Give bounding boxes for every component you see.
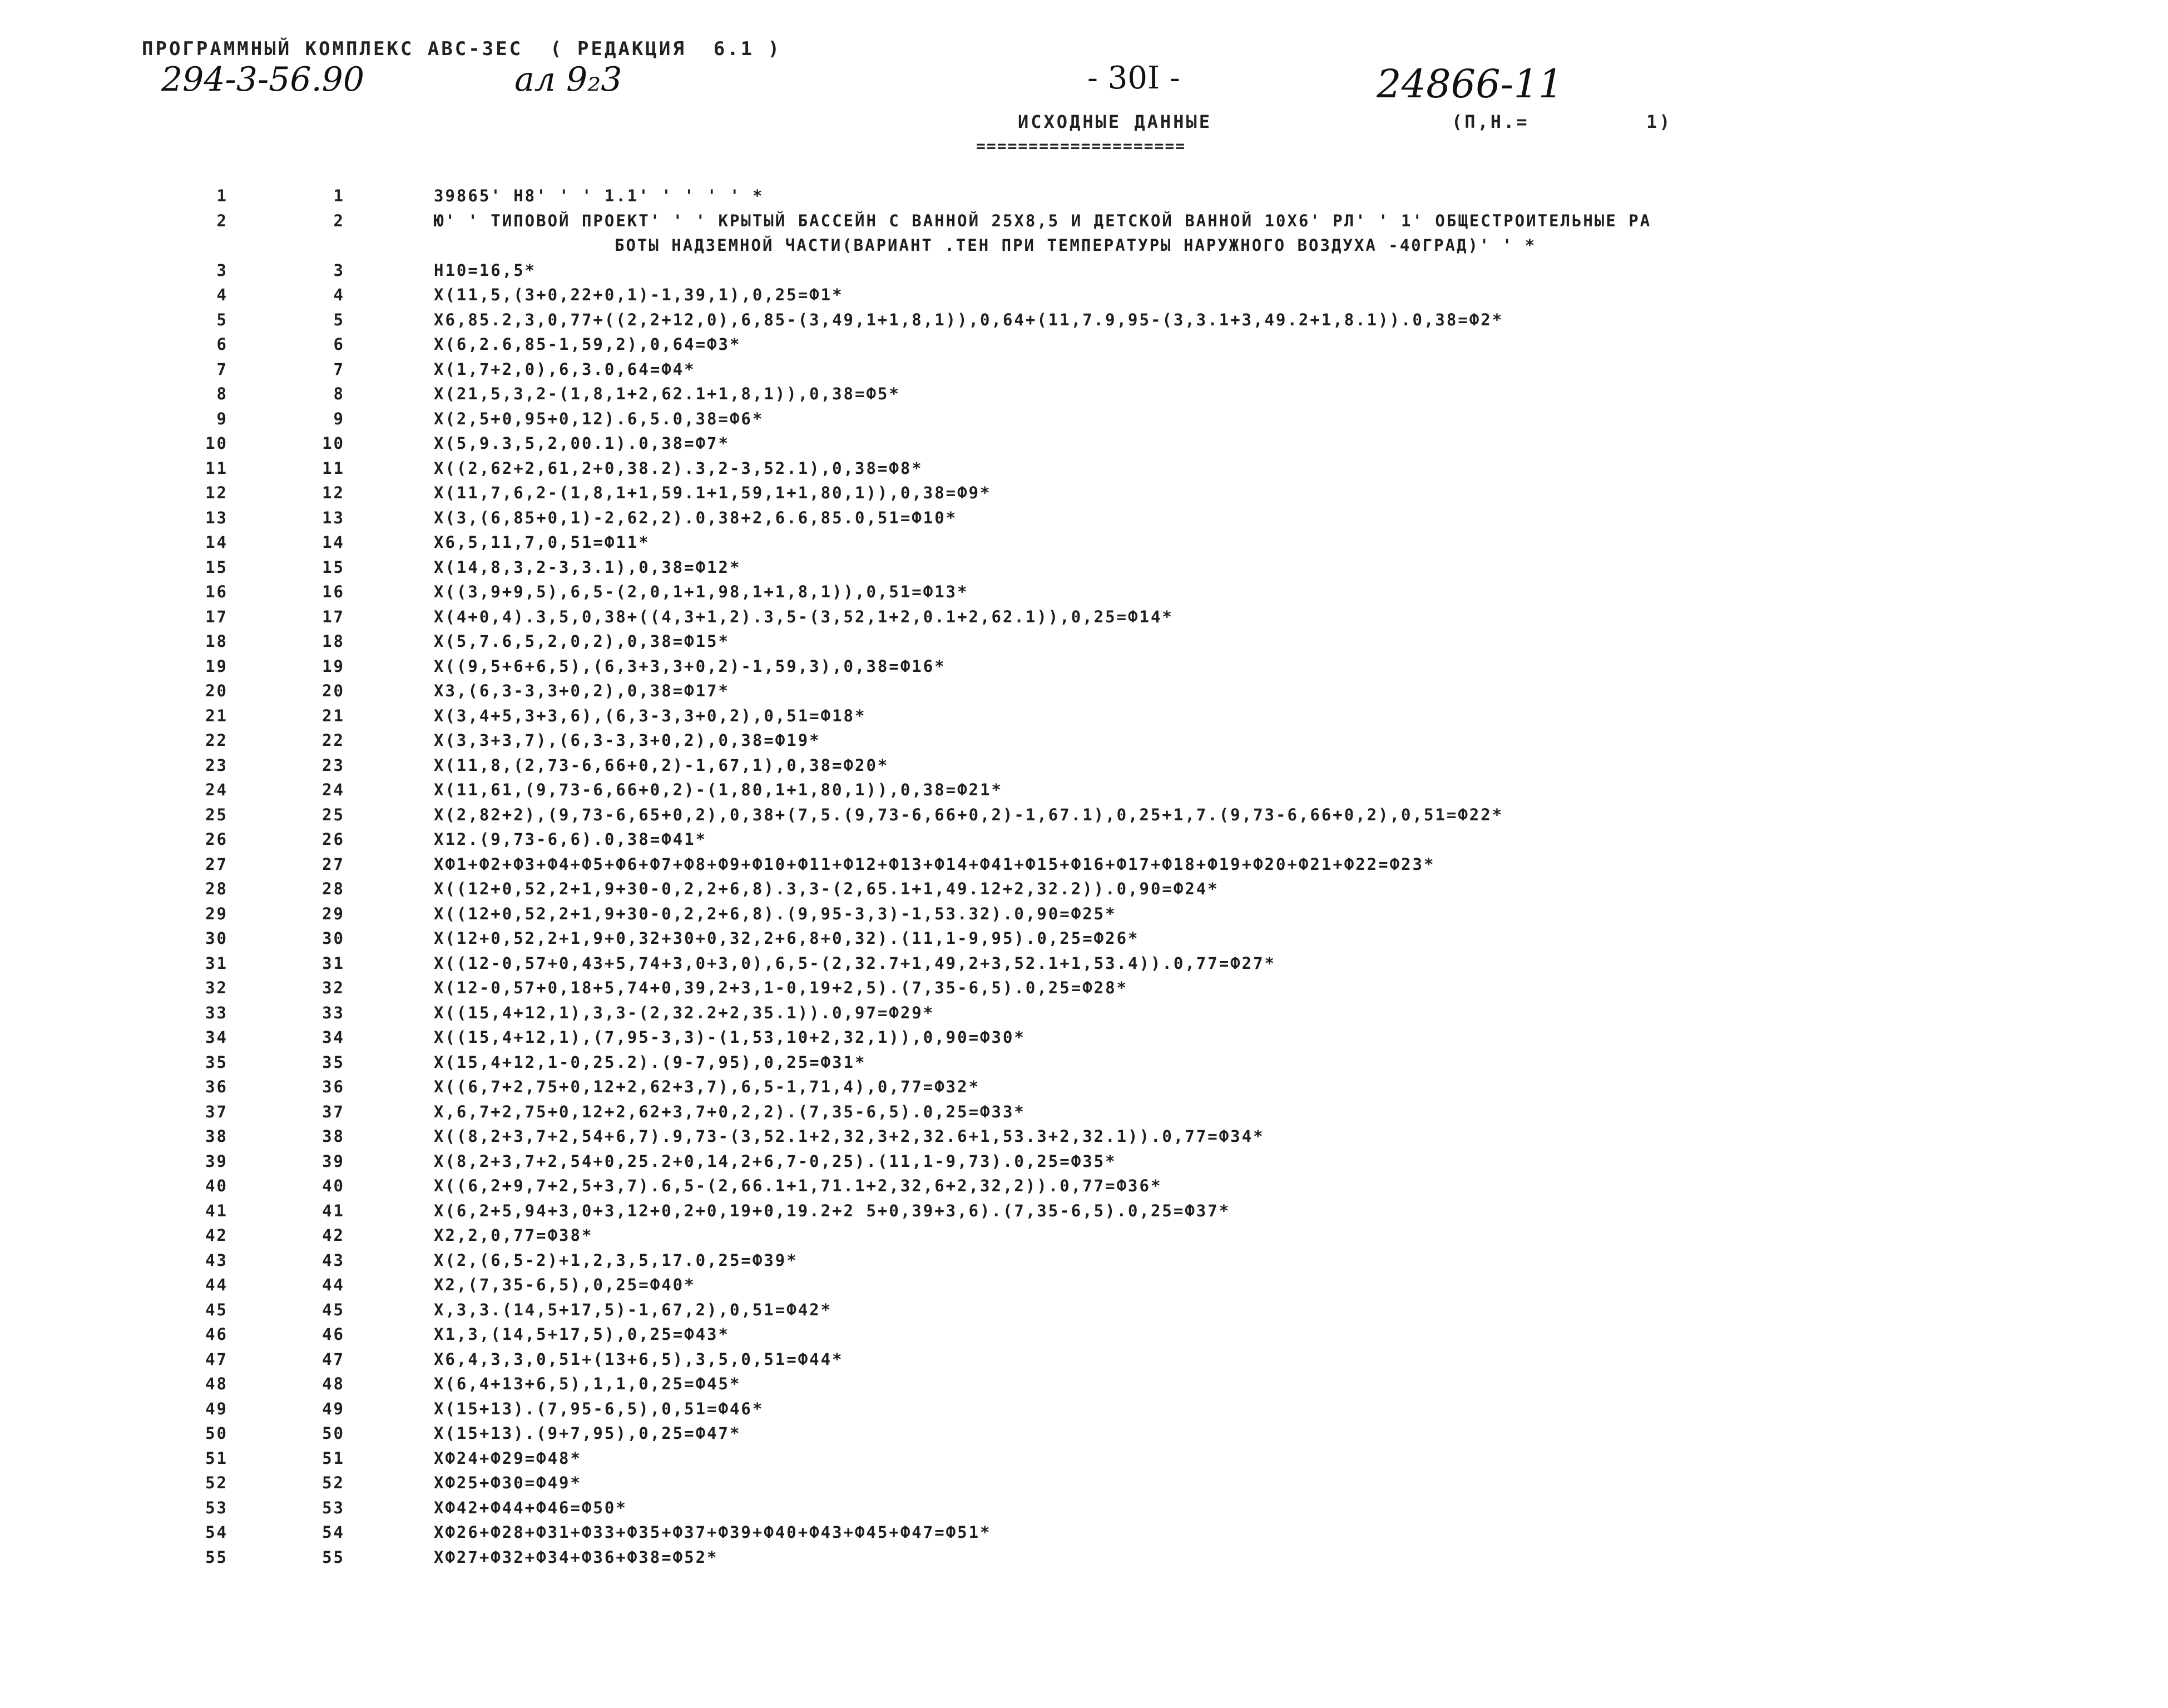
- listing-row: [178, 778, 2102, 803]
- statement-number: 23: [322, 755, 345, 775]
- line-number: 28: [205, 879, 228, 898]
- listing-row: [178, 679, 2102, 704]
- listing-row: [178, 654, 2102, 679]
- listing-row: [178, 1001, 2102, 1026]
- statement-number: 27: [322, 854, 345, 874]
- statement-text: Х(5,7.6,5,2,0,2),0,38=Ф15*: [434, 632, 730, 651]
- statement-number: 34: [322, 1028, 345, 1047]
- listing-row: [178, 629, 2102, 654]
- listing-row: [178, 1050, 2102, 1075]
- statement-text: Х3,(6,3-3,3+0,2),0,38=Ф17*: [434, 681, 730, 700]
- listing-row: [178, 1397, 2102, 1422]
- listing-row: [178, 530, 2102, 555]
- statement-number: 2: [333, 211, 345, 230]
- listing-row: [178, 1075, 2102, 1100]
- statement-number: 46: [322, 1325, 345, 1344]
- statement-text: Х((9,5+6+6,5),(6,3+3,3+0,2)-1,59,3),0,38=Ф16*: [434, 656, 946, 676]
- line-number: 30: [205, 929, 228, 948]
- line-number: 13: [205, 508, 228, 527]
- statement-text: Х((12+0,52,2+1,9+30-0,2,2+6,8).3,3-(2,65.1+1,49.12+2,32.2)).0,90=Ф24*: [434, 879, 1219, 898]
- statement-number: 31: [322, 953, 345, 973]
- listing-row: [178, 357, 2102, 382]
- statement-number: 22: [322, 731, 345, 750]
- line-number: 34: [205, 1028, 228, 1047]
- listing-row: [178, 1421, 2102, 1446]
- statement-text: Х((15,4+12,1),(7,95-3,3)-(1,53,10+2,32,1)),0,90=Ф30*: [434, 1028, 1026, 1047]
- statement-number: 4: [333, 285, 345, 304]
- statement-text: 39865' Н8' ' ' 1.1' ' ' ' ' *: [434, 186, 764, 205]
- listing-row: [178, 283, 2102, 308]
- listing-row: [178, 902, 2102, 927]
- section-underline: ====================: [976, 137, 1186, 155]
- line-number: 36: [205, 1077, 228, 1096]
- statement-text: Х(2,(6,5-2)+1,2,3,5,17.0,25=Ф39*: [434, 1250, 798, 1270]
- statement-number: 9: [333, 409, 345, 428]
- statement-text: Х(11,5,(3+0,22+0,1)-1,39,1),0,25=Ф1*: [434, 285, 844, 304]
- statement-number: 12: [322, 483, 345, 502]
- statement-text: Х(21,5,3,2-(1,8,1+2,62.1+1,8,1)),0,38=Ф5*: [434, 384, 900, 403]
- line-number: 18: [205, 632, 228, 651]
- line-number: 6: [216, 335, 228, 354]
- statement-text: Х(3,3+3,7),(6,3-3,3+0,2),0,38=Ф19*: [434, 731, 821, 750]
- statement-number: 48: [322, 1374, 345, 1393]
- statement-text: Х((2,62+2,61,2+0,38.2).3,2-3,52.1),0,38=Ф8*: [434, 458, 923, 478]
- statement-number: 20: [322, 681, 345, 700]
- statement-text: Х(14,8,3,2-3,3.1),0,38=Ф12*: [434, 557, 741, 577]
- line-number: 24: [205, 780, 228, 799]
- line-number: 9: [216, 409, 228, 428]
- listing-row: [178, 1372, 2102, 1397]
- document-code: 294-3-56.90: [161, 60, 365, 99]
- statement-number: 44: [322, 1275, 345, 1294]
- statement-number: 29: [322, 904, 345, 923]
- statement-text: Х(11,7,6,2-(1,8,1+1,59.1+1,59,1+1,80,1)),0,38=Ф9*: [434, 483, 992, 502]
- line-number: 31: [205, 953, 228, 973]
- line-number: 20: [205, 681, 228, 700]
- listing-row: [178, 506, 2102, 531]
- listing-row: [178, 431, 2102, 456]
- listing-row: [178, 308, 2102, 333]
- statement-number: 37: [322, 1102, 345, 1121]
- album-number: ал 9₂3: [514, 60, 622, 99]
- line-number: 47: [205, 1349, 228, 1369]
- listing-row: [178, 1298, 2102, 1323]
- statement-number: 55: [322, 1547, 345, 1567]
- statement-text: Х((6,2+9,7+2,5+3,7).6,5-(2,66.1+1,71.1+2,32,6+2,32,2)).0,77=Ф36*: [434, 1176, 1162, 1195]
- listing-row: [178, 1347, 2102, 1372]
- line-number: 39: [205, 1151, 228, 1171]
- statement-text: Х((12-0,57+0,43+5,74+3,0+3,0),6,5-(2,32.7+1,49,2+3,52.1+1,53.4)).0,77=Ф27*: [434, 953, 1276, 973]
- statement-number: 7: [333, 359, 345, 379]
- line-number: 17: [205, 607, 228, 626]
- pn-label: (П,Н.=: [1452, 111, 1530, 132]
- line-number: 53: [205, 1498, 228, 1517]
- statement-number: 41: [322, 1201, 345, 1220]
- statement-number: 13: [322, 508, 345, 527]
- listing-row: [178, 1471, 2102, 1496]
- listing-row: [178, 1199, 2102, 1224]
- listing-row: [178, 1025, 2102, 1050]
- section-title: ИСХОДНЫЕ ДАННЫЕ: [1018, 111, 1212, 132]
- statement-number: 35: [322, 1052, 345, 1072]
- listing-row: [178, 580, 2102, 605]
- source-listing: [178, 184, 2102, 1570]
- listing-row: [178, 877, 2102, 902]
- statement-text: Х(3,(6,85+0,1)-2,62,2).0,38+2,6.6,85.0,51=Ф10*: [434, 508, 958, 527]
- statement-text: ХФ24+Ф29=Ф48*: [434, 1448, 582, 1468]
- statement-number: 14: [322, 533, 345, 552]
- line-number: 40: [205, 1176, 228, 1195]
- line-number: 1: [216, 186, 228, 205]
- line-number: 26: [205, 830, 228, 849]
- statement-number: 30: [322, 929, 345, 948]
- statement-number: 49: [322, 1399, 345, 1418]
- statement-text: Х(15,4+12,1-0,25.2).(9-7,95),0,25=Ф31*: [434, 1052, 867, 1072]
- statement-text: Х((12+0,52,2+1,9+30-0,2,2+6,8).(9,95-3,3)-1,53.32).0,90=Ф25*: [434, 904, 1117, 923]
- statement-text: Х((15,4+12,1),3,3-(2,32.2+2,35.1)).0,97=Ф29*: [434, 1003, 935, 1022]
- statement-number: 21: [322, 706, 345, 725]
- line-number: 54: [205, 1523, 228, 1542]
- statement-text: Х2,2,0,77=Ф38*: [434, 1226, 593, 1245]
- listing-row: [178, 456, 2102, 481]
- statement-number: 24: [322, 780, 345, 799]
- line-number: 38: [205, 1127, 228, 1146]
- line-number: 14: [205, 533, 228, 552]
- line-number: 52: [205, 1473, 228, 1492]
- statement-number: 32: [322, 978, 345, 997]
- statement-text: Х(8,2+3,7+2,54+0,25.2+0,14,2+6,7-0,25).(11,1-9,73).0,25=Ф35*: [434, 1151, 1117, 1171]
- statement-text: ХФ1+Ф2+Ф3+Ф4+Ф5+Ф6+Ф7+Ф8+Ф9+Ф10+Ф11+Ф12+Ф13+Ф14+Ф41+Ф15+Ф16+Ф17+Ф18+Ф19+Ф20+Ф21+Ф22=Ф23*: [434, 854, 1436, 874]
- listing-row: [178, 1174, 2102, 1199]
- statement-number: 36: [322, 1077, 345, 1096]
- statement-number: 40: [322, 1176, 345, 1195]
- statement-number: 16: [322, 582, 345, 601]
- statement-text: Х((8,2+3,7+2,54+6,7).9,73-(3,52.1+2,32,3+2,32.6+1,53.3+2,32.1)).0,77=Ф34*: [434, 1127, 1265, 1146]
- program-title: ПРОГРАММНЫЙ КОМПЛЕКС АВС-3ЕС ( РЕДАКЦИЯ 6.1 ): [142, 38, 782, 60]
- line-number: 41: [205, 1201, 228, 1220]
- statement-number: 6: [333, 335, 345, 354]
- statement-text: ХФ42+Ф44+Ф46=Ф50*: [434, 1498, 627, 1517]
- statement-number: 45: [322, 1300, 345, 1319]
- statement-text: Х(2,82+2),(9,73-6,65+0,2),0,38+(7,5.(9,73-6,66+0,2)-1,67.1),0,25+1,7.(9,73-6,66+0,2),0,51=Ф22*: [434, 805, 1504, 824]
- line-number: 49: [205, 1399, 228, 1418]
- line-number: 35: [205, 1052, 228, 1072]
- statement-number: 10: [322, 434, 345, 453]
- statement-number: 38: [322, 1127, 345, 1146]
- statement-text: Х(11,61,(9,73-6,66+0,2)-(1,80,1+1,80,1)),0,38=Ф21*: [434, 780, 1003, 799]
- statement-number: 52: [322, 1473, 345, 1492]
- listing-row: [178, 1100, 2102, 1125]
- statement-text: Х(6,2+5,94+3,0+3,12+0,2+0,19+0,19.2+2 5+0,39+3,6).(7,35-6,5).0,25=Ф37*: [434, 1201, 1231, 1220]
- statement-number: 53: [322, 1498, 345, 1517]
- line-number: 29: [205, 904, 228, 923]
- statement-number: 18: [322, 632, 345, 651]
- statement-number: 17: [322, 607, 345, 626]
- listing-row: [178, 1273, 2102, 1298]
- listing-row: [178, 976, 2102, 1001]
- page-number: - 30I -: [1087, 60, 1180, 96]
- statement-number: 47: [322, 1349, 345, 1369]
- line-number: 44: [205, 1275, 228, 1294]
- statement-text: Ю' ' ТИПОВОЙ ПРОЕКТ' ' ' КРЫТЫЙ БАССЕЙН С ВАННОЙ 25Х8,5 И ДЕТСКОЙ ВАННОЙ 10Х6' РЛ' ' 1' ОБЩЕСТРОИТЕЛЬНЫЕ РА: [434, 211, 1652, 230]
- listing-row: [178, 827, 2102, 852]
- line-number: 37: [205, 1102, 228, 1121]
- statement-text: Х((6,7+2,75+0,12+2,62+3,7),6,5-1,71,4),0,77=Ф32*: [434, 1077, 981, 1096]
- listing-row: [178, 605, 2102, 630]
- sheet-code: 24866-11: [1377, 61, 1563, 107]
- statement-text: Х(11,8,(2,73-6,66+0,2)-1,67,1),0,38=Ф20*: [434, 755, 889, 775]
- statement-text: Х(15+13).(7,95-6,5),0,51=Ф46*: [434, 1399, 764, 1418]
- line-number: 23: [205, 755, 228, 775]
- listing-row: [178, 332, 2102, 357]
- line-number: 16: [205, 582, 228, 601]
- line-number: 25: [205, 805, 228, 824]
- line-number: 21: [205, 706, 228, 725]
- listing-row: [178, 753, 2102, 778]
- listing-row: [178, 555, 2102, 580]
- line-number: 7: [216, 359, 228, 379]
- statement-number: 42: [322, 1226, 345, 1245]
- listing-row: [178, 951, 2102, 976]
- line-number: 46: [205, 1325, 228, 1344]
- statement-text: Х(12-0,57+0,18+5,74+0,39,2+3,1-0,19+2,5).(7,35-6,5).0,25=Ф28*: [434, 978, 1128, 997]
- listing-row: [178, 1446, 2102, 1471]
- listing-row: [178, 184, 2102, 209]
- listing-row: [178, 852, 2102, 877]
- line-number: 43: [205, 1250, 228, 1270]
- listing-row: [178, 481, 2102, 506]
- statement-number: 19: [322, 656, 345, 676]
- line-number: 55: [205, 1547, 228, 1567]
- statement-text: Х((3,9+9,5),6,5-(2,0,1+1,98,1+1,8,1)),0,51=Ф13*: [434, 582, 969, 601]
- statement-text: Х(1,7+2,0),6,3.0,64=Ф4*: [434, 359, 696, 379]
- listing-row: [178, 1248, 2102, 1273]
- listing-row: [178, 1223, 2102, 1248]
- statement-text: Х1,3,(14,5+17,5),0,25=Ф43*: [434, 1325, 730, 1344]
- line-number: 22: [205, 731, 228, 750]
- line-number: 10: [205, 434, 228, 453]
- statement-text: Х(2,5+0,95+0,12).6,5.0,38=Ф6*: [434, 409, 764, 428]
- listing-row: [178, 1520, 2102, 1545]
- statement-number: 1: [333, 186, 345, 205]
- listing-row: [178, 1322, 2102, 1347]
- line-number: 50: [205, 1424, 228, 1443]
- line-number: 12: [205, 483, 228, 502]
- statement-number: 26: [322, 830, 345, 849]
- statement-text: Н10=16,5*: [434, 260, 537, 280]
- statement-number: 25: [322, 805, 345, 824]
- line-number: 27: [205, 854, 228, 874]
- statement-text: Х(4+0,4).3,5,0,38+((4,3+1,2).3,5-(3,52,1+2,0.1+2,62.1)),0,25=Ф14*: [434, 607, 1174, 626]
- statement-number: 43: [322, 1250, 345, 1270]
- listing-row: [178, 382, 2102, 407]
- line-number: 11: [205, 458, 228, 478]
- listing-row: [178, 926, 2102, 951]
- line-number: 15: [205, 557, 228, 577]
- listing-row-continuation: [178, 233, 2102, 258]
- statement-number: 8: [333, 384, 345, 403]
- statement-number: 5: [333, 310, 345, 329]
- statement-number: 28: [322, 879, 345, 898]
- statement-number: 11: [322, 458, 345, 478]
- statement-text: ХФ25+Ф30=Ф49*: [434, 1473, 582, 1492]
- statement-number: 33: [322, 1003, 345, 1022]
- statement-number: 3: [333, 260, 345, 280]
- statement-text: ХФ27+Ф32+Ф34+Ф36+Ф38=Ф52*: [434, 1547, 719, 1567]
- line-number: 48: [205, 1374, 228, 1393]
- statement-text: Х(3,4+5,3+3,6),(6,3-3,3+0,2),0,51=Ф18*: [434, 706, 867, 725]
- statement-text: Х(6,2.6,85-1,59,2),0,64=Ф3*: [434, 335, 741, 354]
- listing-row: [178, 407, 2102, 432]
- line-number: 5: [216, 310, 228, 329]
- line-number: 4: [216, 285, 228, 304]
- listing-row: [178, 704, 2102, 729]
- pn-value: 1): [1646, 111, 1672, 132]
- listing-row: [178, 1496, 2102, 1521]
- listing-row: [178, 258, 2102, 283]
- statement-number: 50: [322, 1424, 345, 1443]
- statement-text: Х(6,4+13+6,5),1,1,0,25=Ф45*: [434, 1374, 741, 1393]
- line-number: 42: [205, 1226, 228, 1245]
- statement-text: Х(15+13).(9+7,95),0,25=Ф47*: [434, 1424, 741, 1443]
- listing-row: [178, 803, 2102, 828]
- statement-number: 54: [322, 1523, 345, 1542]
- listing-row: [178, 1124, 2102, 1149]
- listing-row: [178, 1149, 2102, 1174]
- listing-row: [178, 728, 2102, 753]
- line-number: 45: [205, 1300, 228, 1319]
- line-number: 2: [216, 211, 228, 230]
- line-number: 32: [205, 978, 228, 997]
- line-number: 8: [216, 384, 228, 403]
- statement-text: Х6,85.2,3,0,77+((2,2+12,0),6,85-(3,49,1+1,8,1)),0,64+(11,7.9,95-(3,3.1+3,49.2+1,8.1)).0,38=Ф2*: [434, 310, 1504, 329]
- statement-text: Х(5,9.3,5,2,00.1).0,38=Ф7*: [434, 434, 730, 453]
- statement-text: ХФ26+Ф28+Ф31+Ф33+Ф35+Ф37+Ф39+Ф40+Ф43+Ф45+Ф47=Ф51*: [434, 1523, 992, 1542]
- line-number: 33: [205, 1003, 228, 1022]
- statement-text: Х,3,3.(14,5+17,5)-1,67,2),0,51=Ф42*: [434, 1300, 833, 1319]
- line-number: 3: [216, 260, 228, 280]
- statement-text: Х(12+0,52,2+1,9+0,32+30+0,32,2+6,8+0,32).(11,1-9,95).0,25=Ф26*: [434, 929, 1140, 948]
- statement-text: Х6,5,11,7,0,51=Ф11*: [434, 533, 650, 552]
- statement-number: 15: [322, 557, 345, 577]
- line-number: 51: [205, 1448, 228, 1468]
- statement-text: Х12.(9,73-6,6).0,38=Ф41*: [434, 830, 707, 849]
- statement-text: БОТЫ НАДЗЕМНОЙ ЧАСТИ(ВАРИАНТ .ТЕН ПРИ ТЕМПЕРАТУРЫ НАРУЖНОГО ВОЗДУХА -40ГРАД)' ' *: [615, 236, 1537, 255]
- statement-text: Х6,4,3,3,0,51+(13+6,5),3,5,0,51=Ф44*: [434, 1349, 844, 1369]
- statement-number: 51: [322, 1448, 345, 1468]
- listing-row: [178, 1545, 2102, 1570]
- statement-text: Х,6,7+2,75+0,12+2,62+3,7+0,2,2).(7,35-6,5).0,25=Ф33*: [434, 1102, 1026, 1121]
- listing-row: [178, 209, 2102, 234]
- line-number: 19: [205, 656, 228, 676]
- statement-text: Х2,(7,35-6,5),0,25=Ф40*: [434, 1275, 696, 1294]
- statement-number: 39: [322, 1151, 345, 1171]
